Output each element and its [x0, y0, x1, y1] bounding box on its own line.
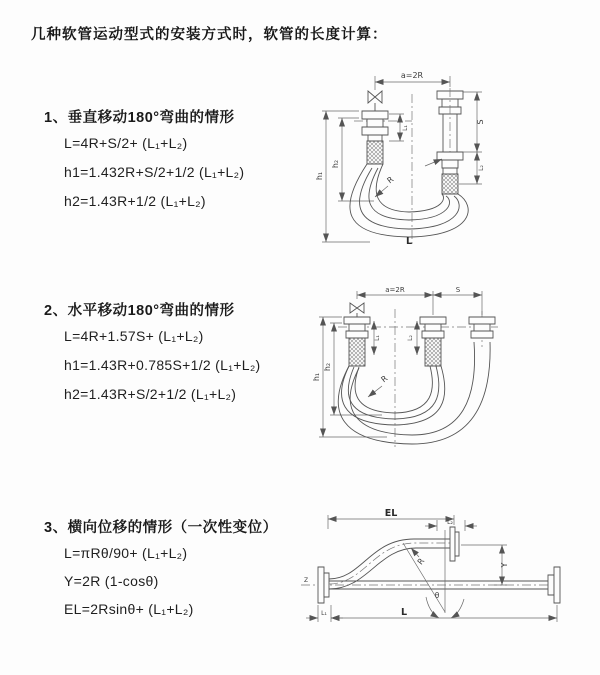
section-1-formula-h2: h2=1.43R+1/2 (L₁+L₂) — [64, 193, 206, 209]
section-1-heading: 1、垂直移动180°弯曲的情形 — [44, 110, 235, 126]
dim-s-label: S — [455, 286, 461, 294]
radius-label: R — [385, 174, 396, 186]
hose-braid — [367, 141, 383, 164]
section-2-heading: 2、水平移动180°弯曲的情形 — [44, 303, 235, 319]
diagram-vertical-180 — [312, 64, 600, 260]
dim-a2r-label: a=2R — [385, 286, 405, 294]
dim-h2-label: h₂ — [331, 159, 340, 169]
valve-icon — [368, 91, 382, 111]
dim-y-label: Y — [500, 562, 509, 568]
section-2-formula-h1: h1=1.43R+0.785S+1/2 (L₁+L₂) — [64, 357, 261, 373]
centerline-z-mark: Z — [303, 577, 309, 584]
dim-l-label: L — [400, 607, 408, 618]
dim-l2-label: L₂ — [447, 519, 453, 526]
hose-curves-position-1 — [342, 366, 445, 425]
dim-s-label: S — [476, 119, 485, 125]
dim-l1-label: L₁ — [374, 335, 381, 341]
hose-braid — [425, 338, 441, 366]
radius-label: R — [415, 556, 427, 567]
hose-braid — [349, 338, 365, 366]
hose-s-curve — [329, 539, 450, 589]
section-3-formula-y: Y=2R (1-cosθ) — [64, 573, 159, 589]
valve-icon — [350, 303, 364, 317]
dim-h1-label: h₁ — [312, 372, 321, 382]
radius-label: R — [379, 373, 390, 385]
dim-l1-label: L₁ — [321, 610, 327, 617]
section-2-formula-h2: h2=1.43R+S/2+1/2 (L₁+L₂) — [64, 386, 237, 402]
diagram-horizontal-180 — [312, 285, 600, 457]
section-1-formula-h1: h1=1.432R+S/2+1/2 (L₁+L₂) — [64, 164, 245, 180]
diagram-lateral-displacement — [298, 505, 600, 645]
dim-h1-label: h₁ — [315, 171, 324, 181]
section-3-formula-el: EL=2Rsinθ+ (L₁+L₂) — [64, 601, 194, 617]
page-title: 几种软管运动型式的安装方式时，软管的长度计算： — [31, 27, 388, 43]
dim-l2-label: L₂ — [478, 165, 485, 171]
dim-h2-label: h₂ — [323, 362, 332, 372]
dim-a2r-label: a=2R — [400, 71, 424, 80]
dim-el-label: EL — [384, 508, 398, 519]
dim-l1-label: L₁ — [402, 125, 409, 131]
section-3-heading: 3、横向位移的情形（一次性变位） — [44, 520, 278, 536]
hose-braid — [442, 174, 458, 194]
dim-l-label: L — [405, 236, 413, 247]
dim-l2-label: L₂ — [407, 335, 414, 341]
section-3-formula-l: L=πRθ/90+ (L₁+L₂) — [64, 545, 188, 561]
angle-theta-label: θ — [434, 591, 440, 600]
section-1-formula-l: L=4R+S/2+ (L₁+L₂) — [64, 135, 188, 151]
section-2-formula-l: L=4R+1.57S+ (L₁+L₂) — [64, 328, 204, 344]
